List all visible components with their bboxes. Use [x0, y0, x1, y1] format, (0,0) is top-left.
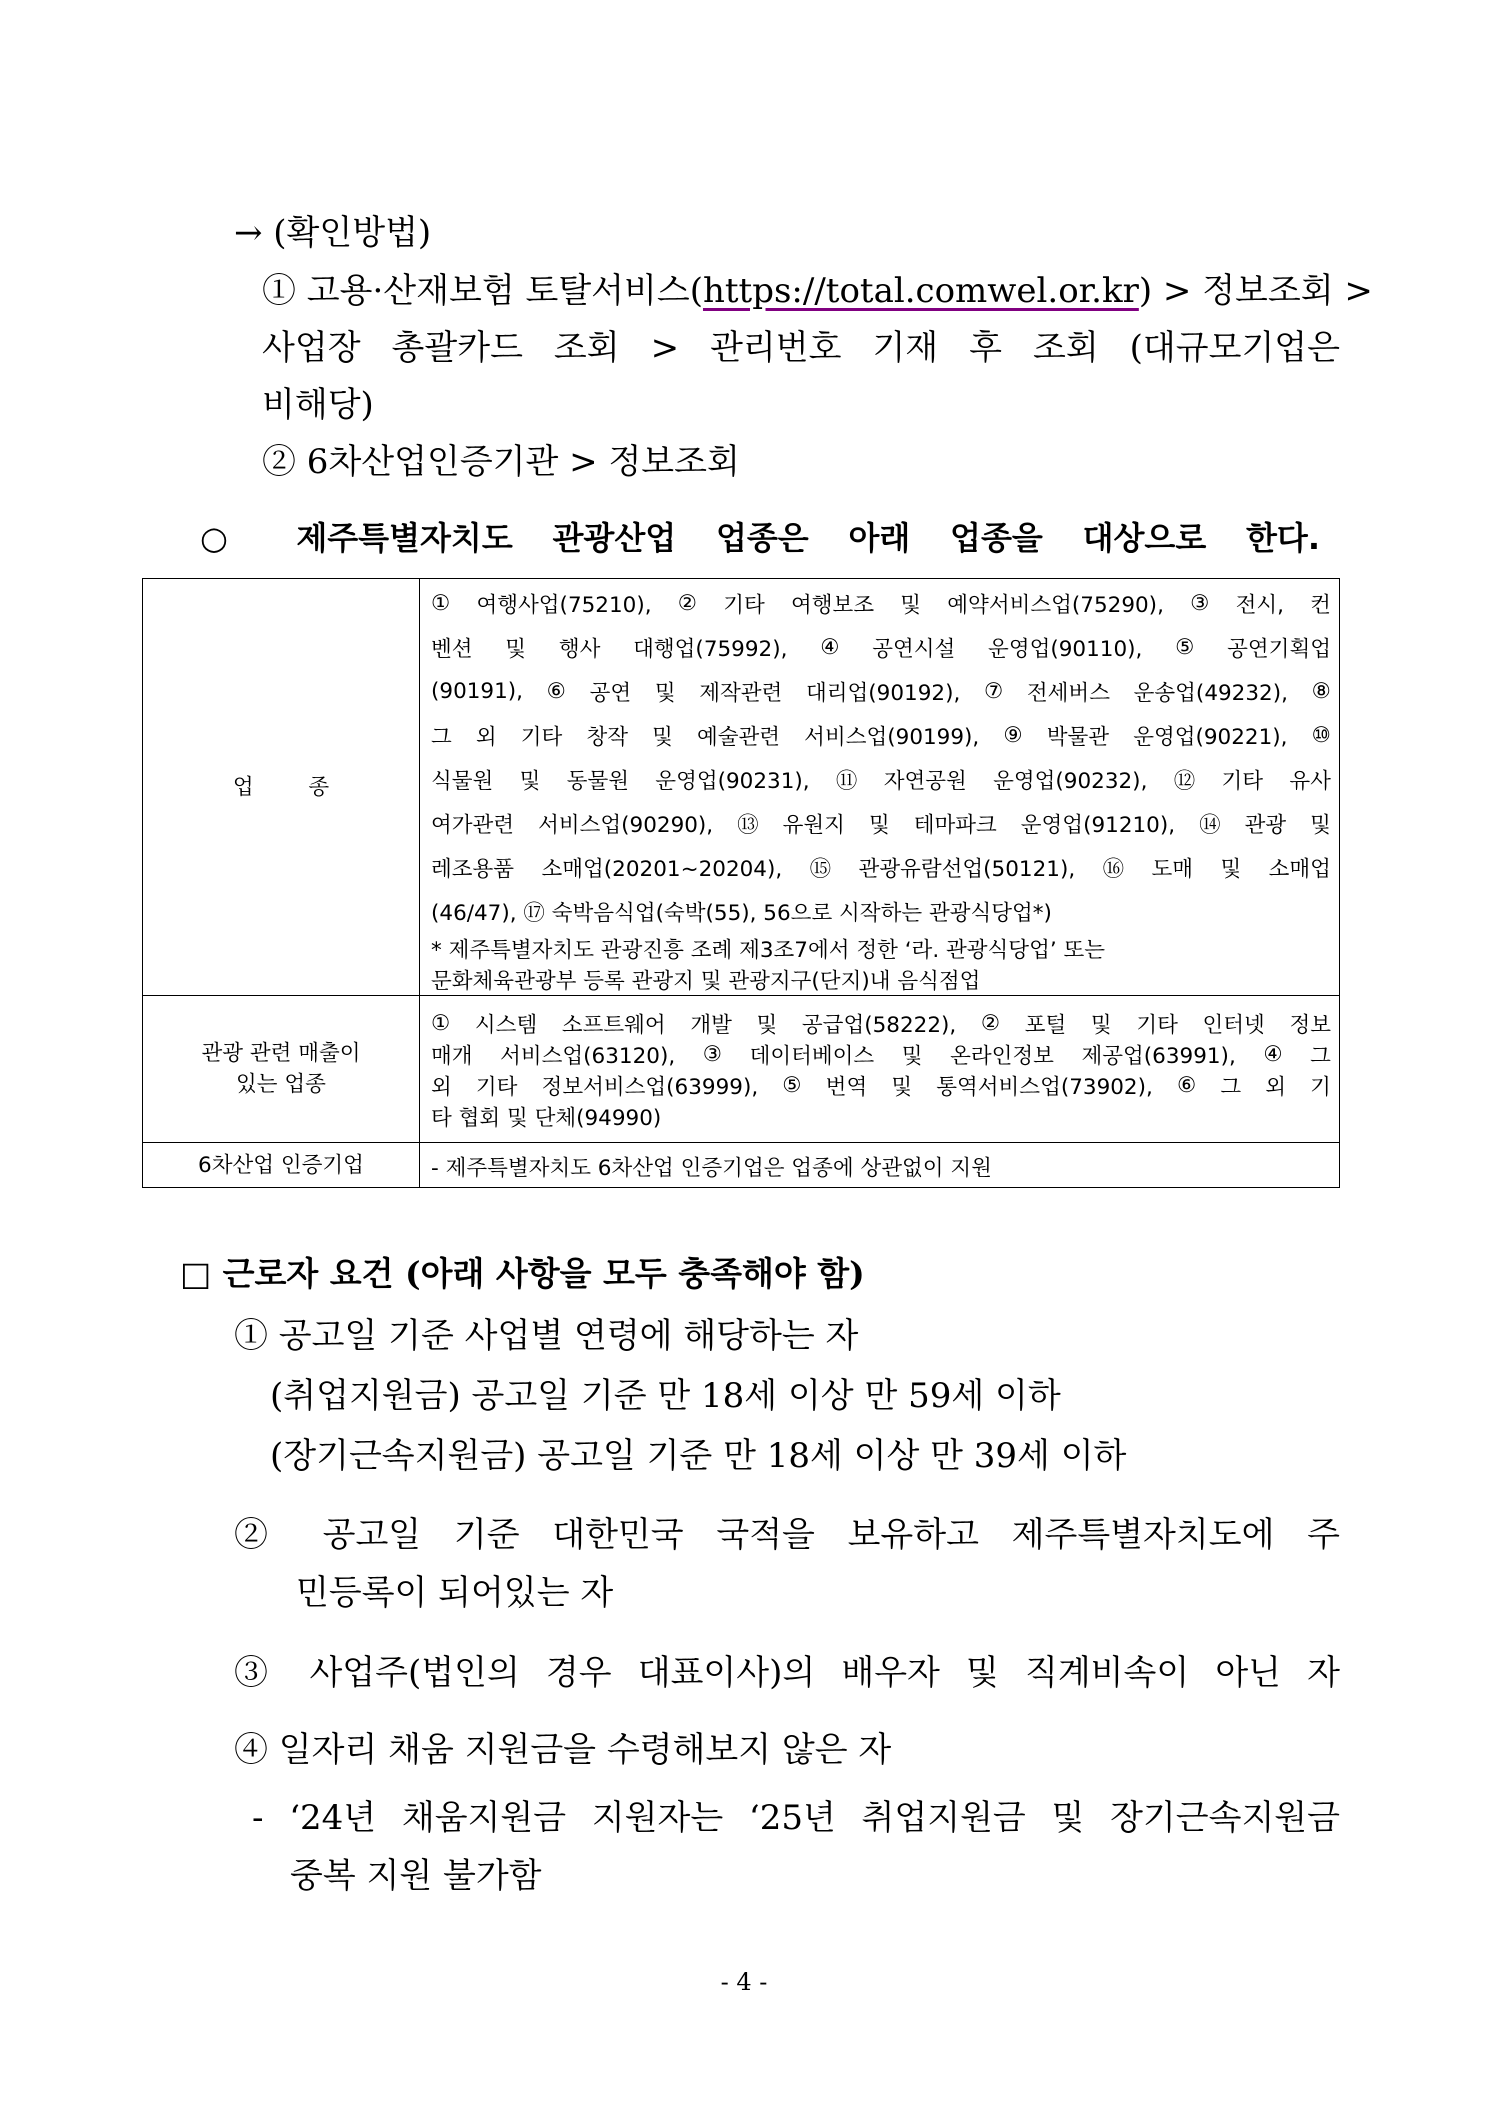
verification-step-1-line-1 [262, 263, 1373, 312]
worker-requirements-heading: □ 근로자 요건 (아래 사항을 모두 충족해야 함) [180, 1254, 865, 1293]
table-row-industries [143, 579, 1340, 996]
tourism-related-line: 외 기타 정보서비스업(63999), ⑤ 번역 및 통역서비스업(73902), ⑥ 그 외 기 [431, 1073, 1331, 1100]
tourism-related-cell [420, 996, 1340, 1143]
tourism-related-line: ① 시스템 소프트웨어 개발 및 공급업(58222), ② 포털 및 기타 인터넷 정보 [431, 1011, 1331, 1038]
tourism-related-line: 타 협회 및 단체(94990) [431, 1106, 662, 1131]
industry-note-line: 문화체육관광부 등록 관광지 및 관광지구(단지)내 음식점업 [431, 969, 981, 994]
industry-note-line: * 제주특별자치도 관광진흥 조례 제3조7에서 정한 ‘라. 관광식당업’ 또는 [431, 938, 1106, 963]
requirement-3: ③ 사업주(법인의 경우 대표이사)의 배우자 및 직계비속이 아닌 자 [234, 1653, 1340, 1693]
requirement-2-line-1: ② 공고일 기준 대한민국 국적을 보유하고 제주특별자치도에 주 [234, 1515, 1340, 1555]
row-header-tourism-related: 관광 관련 매출이 있는 업종 [143, 996, 420, 1143]
requirement-2-line-2: 민등록이 되어있는 자 [296, 1573, 614, 1613]
industry-line: ① 여행사업(75210), ② 기타 여행보조 및 예약서비스업(75290), ③ 전시, 컨 [431, 590, 1331, 618]
6th-industry-cell: - 제주특별자치도 6차산업 인증기업은 업종에 상관없이 지원 [420, 1143, 1340, 1188]
tourism-section-heading: ○ 제주특별자치도 관광산업 업종은 아래 업종을 대상으로 한다. [200, 519, 1320, 557]
requirement-1-sub-employment: (취업지원금) 공고일 기준 만 18세 이상 만 59세 이하 [270, 1376, 1061, 1416]
requirement-4-note-line-1: - ‘24년 채움지원금 지원자는 ‘25년 취업지원금 및 장기근속지원금 [252, 1798, 1340, 1838]
row-header-6th-industry: 6차산업 인증기업 [143, 1143, 420, 1188]
industry-table [142, 578, 1340, 1188]
industry-line: 식물원 및 동물원 운영업(90231), ⑪ 자연공원 운영업(90232), ⑫ 기타 유사 [431, 768, 1331, 794]
industry-line: 레조용품 소매업(20201~20204), ⑮ 관광유람선업(50121), ⑯ 도매 및 소매업 [431, 856, 1331, 882]
table-row-tourism-related [143, 996, 1340, 1143]
requirement-4-note-line-2: 중복 지원 불가함 [290, 1856, 542, 1896]
step-1-prefix: ① 고용·산재보험 토탈서비스(https://total.comwel.or.kr) > 정보조회 > [262, 271, 1373, 311]
requirement-1: ① 공고일 기준 사업별 연령에 해당하는 자 [234, 1316, 859, 1356]
comwel-link[interactable]: https://total.comwel.or.kr [702, 271, 1139, 311]
verification-step-2: ② 6차산업인증기관 > 정보조회 [262, 442, 740, 482]
requirement-1-sub-longterm: (장기근속지원금) 공고일 기준 만 18세 이상 만 39세 이하 [270, 1436, 1127, 1476]
industry-line: (90191), ⑥ 공연 및 제작관련 대리업(90192), ⑦ 전세버스 운송업(49232), ⑧ [431, 678, 1331, 706]
page-number: - 4 - [720, 1968, 768, 1996]
table-row-6th-industry [143, 1143, 1340, 1188]
industry-line: 여가관련 서비스업(90290), ⑬ 유원지 및 테마파크 운영업(91210), ⑭ 관광 및 [431, 812, 1331, 838]
requirement-4: ④ 일자리 채움 지원금을 수령해보지 않은 자 [234, 1730, 892, 1770]
verification-label: → (확인방법) [234, 213, 432, 253]
industry-line: 벤션 및 행사 대행업(75992), ④ 공연시설 운영업(90110), ⑤ 공연기획업 [431, 634, 1331, 662]
industry-line: (46/47), ⑰ 숙박음식업(숙박(55), 56으로 시작하는 관광식당업*) [431, 900, 1052, 926]
tourism-related-line: 매개 서비스업(63120), ③ 데이터베이스 및 온라인정보 제공업(63991), ④ 그 [431, 1042, 1331, 1069]
row-header-industry: 업 종 [143, 579, 420, 996]
verification-step-1-line-3: 비해당) [262, 385, 374, 425]
industry-list-cell [420, 579, 1340, 996]
industry-line: 그 외 기타 창작 및 예술관련 서비스업(90199), ⑨ 박물관 운영업(90221), ⑩ [431, 722, 1331, 750]
verification-step-1-line-2: 사업장 총괄카드 조회 > 관리번호 기재 후 조회 (대규모기업은 [262, 328, 1340, 368]
